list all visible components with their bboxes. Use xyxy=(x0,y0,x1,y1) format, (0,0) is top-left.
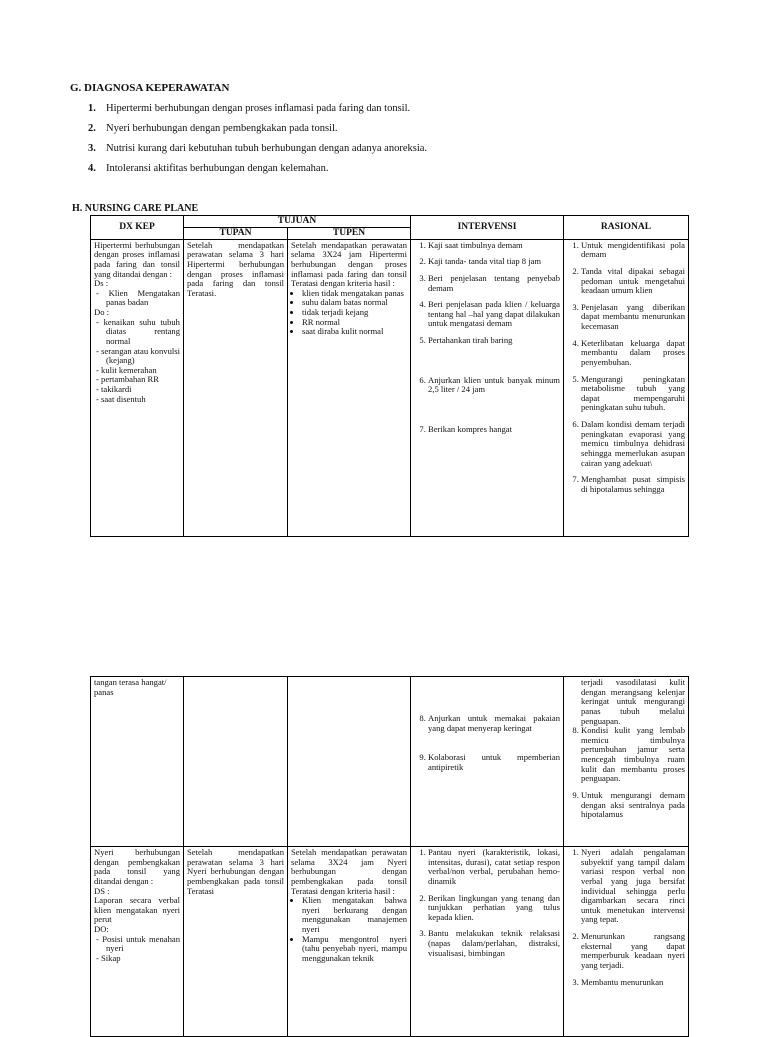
diagnosis-item: 1. Hipertermi berhubungan dengan proses inflamasi pada faring dan tonsil. xyxy=(88,103,411,114)
tupan-cell-empty xyxy=(184,677,288,847)
dx-cell: Hipertermi berhubungan dengan proses inflamasi pada faring dan tonsil yang ditandai dengan : Ds : - Klien Mengatakan panas badan Do : - kenaikan suhu tubuh diatas rentang normal - serangan atau konvulsi (kejang) - kulit kemerahan - pertambahan RR - takikardi - saat disentuh xyxy=(91,239,184,536)
header-intervensi: INTERVENSI xyxy=(411,216,564,240)
diagnosis-list xyxy=(88,102,427,182)
rasional-cell: 1. Nyeri adalah pengalaman subyektif yang tampil dalam variasi respon verbal non verbal yang juga bersifat individual sehingga perlu digambarkan secara rinci untuk menetukan intervensi yang tepat. 2. Menurunkan rangsang eksternal yang dapat memperburuk keadaan nyeri yang terjadi. 3. Membantu menurunkan xyxy=(564,847,689,1037)
intervensi-cell: 8. Anjurkan untuk memakai pakaian yang dapat menyerap keringat 9. Kolaborasi untuk mpemberian antipiretik xyxy=(411,677,564,847)
dx-cell: Nyeri berhubungan dengan pembengkakan pada tonsil yang ditandai dengan : DS : Laporan secara verbal klien mengatakan nyeri perut DO: - Posisi untuk menahan nyeri - Sikap xyxy=(91,847,184,1037)
tupen-cell: Setelah mendapatkan perawatan selama 3X24 jam Hipertermi berhubungan dengan proses inflamasi pada faring dan tonsil Teratasi dengan kriteria hasil : • klien tidak mengatakan panas • suhu dalam batas normal • tidak terjadi kejang • RR normal • saat diraba kulit normal xyxy=(288,239,411,536)
diagnosis-item: 2. Nyeri berhubungan dengan pembengkakan pada tonsil. xyxy=(88,123,338,134)
care-plan-table-page1 xyxy=(90,215,689,537)
diagnosis-item: 3. Nutrisi kurang dari kebutuhan tubuh berhubungan dengan adanya anoreksia. xyxy=(88,143,428,154)
rasional-cell: terjadi vasodilatasi kulit dengan merangsang kelenjar keringat untuk mengurangi panas tubuh melalui penguapan. 8. Kondisi kulit yang lembab memicu timbulnya pertumbuhan jamur serta mencegah timbulnya ruam kulit dan membantu proses penguapan. 9. Untuk mengurangi demam dengan aksi sentralnya pada hipotalamus xyxy=(564,677,689,847)
header-tupen: TUPEN xyxy=(288,228,411,240)
intervensi-cell: 1. Pantau nyeri (karakteristik, lokasi, intensitas, durasi), catat setiap respon verbal/non verbal, perubahan hemo-dinamik 2. Berikan lingkungan yang tenang dan tunjukkan perhatian yang tulus kepada klien. 3. Bantu melakukan teknik relaksasi (napas dalam/perlahan, distraksi, visualisasi, bimbingan xyxy=(411,847,564,1037)
tupan-cell: Setelah mendapatkan perawatan selama 3 hari Hipertermi berhubungan dengan proses inflamasi pada faring dan tonsil Teratasi. xyxy=(184,239,288,536)
tupan-cell: Setelah mendapatkan perawatan selama 3 hari Nyeri berhubungan dengan pembengkakan pada tonsil Teratasi xyxy=(184,847,288,1037)
intervensi-cell: 1. Kaji saat timbulnya demam 2. Kaji tanda- tanda vital tiap 8 jam 3. Beri penjelasan tentang penyebab demam 4. Beri penjelasan pada klien / keluarga tentang hal –hal yang dapat dilakukan untuk mengatasi demam 5. Pertahankan tirah baring 6. Anjurkan klien untuk banyak minum 2,5 liter / 24 jam 7. Berikan kompres hangat xyxy=(411,239,564,536)
header-tujuan: TUJUAN xyxy=(184,216,411,228)
tupen-cell-empty xyxy=(288,677,411,847)
tupen-cell: Setelah mendapatkan perawatan selama 3X24 jam Nyeri berhubungan dengan pembengkakan pada tonsil Teratasi dengan kriteria hasil : • Klien mengatakan bahwa nyeri berkurang dengan menggunakan manajemen nyeri • Mampu mengontrol nyeri (tahu penyebab nyeri, mampu menggunakan teknik xyxy=(288,847,411,1037)
header-dx: DX KEP xyxy=(91,216,184,240)
diagnosis-item: 4. Intoleransi aktifitas berhubungan dengan kelemahan. xyxy=(88,163,329,174)
section-h-heading: H. NURSING CARE PLANE xyxy=(72,203,199,214)
header-tupan: TUPAN xyxy=(184,228,288,240)
rasional-cell: 1. Untuk mengidentifikasi pola demam 2. Tanda vital dipakai sebagai pedoman untuk mengetahui keadaan umum klien 3. Penjelasan yang diberikan dapat membantu menurunkan kecemasan 4. Keterlibatan keluarga dapat membantu dalam proses penyembuhan. 5. Mengurangi peningkatan metabolisme tubuh yang dapat mempengaruhi peningkatan suhu tubuh. 6. Dalam kondisi demam terjadi peningkatan evaporasi yang memicu timbulnya dehidrasi sehingga memerlukan asupan cairan yang adekuat\ 7. Menghambat pusat simpisis di hipotalamus sehingga xyxy=(564,239,689,536)
section-g-heading: G. DIAGNOSA KEPERAWATAN xyxy=(70,82,230,94)
dx-cell-continued: tangan terasa hangat/ panas xyxy=(91,677,184,847)
header-rasional: RASIONAL xyxy=(564,216,689,240)
care-plan-table-page2 xyxy=(90,676,689,1037)
